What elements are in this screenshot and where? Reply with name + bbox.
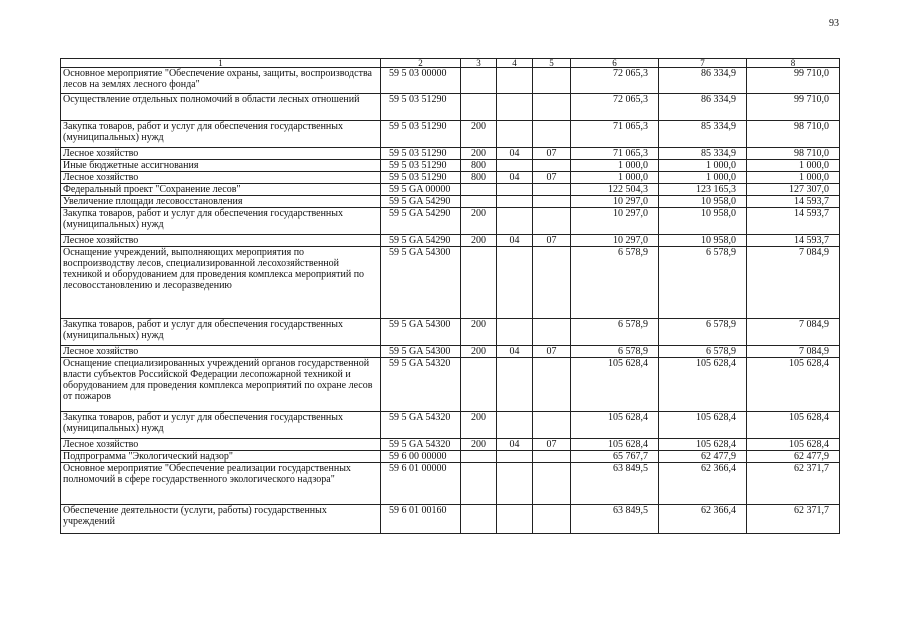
row-subsection-cell [533, 358, 571, 412]
row-name-cell: Осуществление отдельных полномочий в области лесных отношений [61, 94, 381, 121]
row-value-7-cell: 1 000,0 [659, 160, 747, 172]
table-row [61, 463, 840, 505]
row-name-cell: Увеличение площади лесовосстановления [61, 196, 381, 208]
row-value-6-cell: 63 849,5 [571, 463, 659, 505]
row-expense-type-cell: 200 [461, 235, 497, 247]
row-code-cell: 59 5 03 51290 [381, 94, 461, 121]
column-header: 8 [747, 59, 840, 68]
table-row [61, 247, 840, 319]
row-value-6-cell: 65 767,7 [571, 451, 659, 463]
row-value-7-cell: 1 000,0 [659, 172, 747, 184]
row-subsection-cell [533, 412, 571, 439]
row-subsection-cell: 07 [533, 439, 571, 451]
column-header: 7 [659, 59, 747, 68]
row-expense-type-cell: 200 [461, 148, 497, 160]
row-value-6-cell: 10 297,0 [571, 196, 659, 208]
row-code-cell: 59 5 GA 54300 [381, 247, 461, 319]
row-name-cell: Закупка товаров, работ и услуг для обеспечения государственных (муниципальных) нужд [61, 412, 381, 439]
row-value-6-cell: 72 065,3 [571, 68, 659, 94]
row-value-8-cell: 7 084,9 [747, 346, 840, 358]
row-value-8-cell: 105 628,4 [747, 439, 840, 451]
row-expense-type-cell [461, 94, 497, 121]
row-expense-type-cell: 200 [461, 208, 497, 235]
row-expense-type-cell [461, 184, 497, 196]
row-name-cell: Оснащение специализированных учреждений органов государственной власти субъектов Российской Федерации лесопожарной техникой и оборудованием для проведения комплекса мероприятий по охране лесов от пожаров [61, 358, 381, 412]
row-code-cell: 59 6 00 00000 [381, 451, 461, 463]
row-expense-type-cell [461, 451, 497, 463]
row-subsection-cell [533, 505, 571, 534]
row-name-cell: Закупка товаров, работ и услуг для обеспечения государственных (муниципальных) нужд [61, 319, 381, 346]
row-subsection-cell [533, 121, 571, 148]
table-row [61, 358, 840, 412]
row-expense-type-cell: 800 [461, 160, 497, 172]
row-name-cell: Основное мероприятие "Обеспечение реализации государственных полномочий в сфере государственного экологического надзора" [61, 463, 381, 505]
row-subsection-cell: 07 [533, 235, 571, 247]
row-section-cell [497, 319, 533, 346]
row-code-cell: 59 5 GA 54320 [381, 358, 461, 412]
row-value-6-cell: 71 065,3 [571, 148, 659, 160]
table-header-row [61, 59, 840, 68]
row-value-6-cell: 6 578,9 [571, 319, 659, 346]
row-name-cell: Лесное хозяйство [61, 439, 381, 451]
row-name-cell: Иные бюджетные ассигнования [61, 160, 381, 172]
table-row [61, 412, 840, 439]
row-value-8-cell: 62 371,7 [747, 505, 840, 534]
row-section-cell [497, 160, 533, 172]
row-section-cell [497, 412, 533, 439]
row-subsection-cell [533, 247, 571, 319]
column-header: 3 [461, 59, 497, 68]
row-value-6-cell: 105 628,4 [571, 412, 659, 439]
row-code-cell: 59 5 03 51290 [381, 121, 461, 148]
row-value-8-cell: 127 307,0 [747, 184, 840, 196]
row-value-8-cell: 14 593,7 [747, 235, 840, 247]
row-expense-type-cell: 200 [461, 412, 497, 439]
row-value-6-cell: 63 849,5 [571, 505, 659, 534]
row-code-cell: 59 5 GA 00000 [381, 184, 461, 196]
row-value-7-cell: 10 958,0 [659, 235, 747, 247]
row-value-7-cell: 105 628,4 [659, 439, 747, 451]
row-name-cell: Лесное хозяйство [61, 172, 381, 184]
row-value-6-cell: 105 628,4 [571, 439, 659, 451]
row-section-cell [497, 463, 533, 505]
row-name-cell: Закупка товаров, работ и услуг для обеспечения государственных (муниципальных) нужд [61, 121, 381, 148]
row-section-cell [497, 247, 533, 319]
row-name-cell: Лесное хозяйство [61, 148, 381, 160]
column-header: 6 [571, 59, 659, 68]
row-expense-type-cell [461, 196, 497, 208]
row-section-cell: 04 [497, 235, 533, 247]
table-row [61, 196, 840, 208]
row-subsection-cell: 07 [533, 346, 571, 358]
row-section-cell [497, 451, 533, 463]
row-value-7-cell: 62 366,4 [659, 463, 747, 505]
row-section-cell [497, 208, 533, 235]
row-value-7-cell: 6 578,9 [659, 319, 747, 346]
row-code-cell: 59 6 01 00160 [381, 505, 461, 534]
row-name-cell: Лесное хозяйство [61, 235, 381, 247]
row-name-cell: Оснащение учреждений, выполняющих мероприятия по воспроизводству лесов, специализированной лесохозяйственной техникой и оборудованием для проведения комплекса мероприятий по лесовосстановлению и лесоразведению [61, 247, 381, 319]
row-code-cell: 59 5 03 00000 [381, 68, 461, 94]
row-subsection-cell: 07 [533, 172, 571, 184]
row-value-8-cell: 98 710,0 [747, 121, 840, 148]
row-value-7-cell: 123 165,3 [659, 184, 747, 196]
row-section-cell: 04 [497, 439, 533, 451]
row-value-6-cell: 72 065,3 [571, 94, 659, 121]
page-number: 93 [829, 18, 839, 29]
row-section-cell [497, 196, 533, 208]
row-value-6-cell: 105 628,4 [571, 358, 659, 412]
row-expense-type-cell [461, 247, 497, 319]
table-row [61, 208, 840, 235]
row-subsection-cell [533, 463, 571, 505]
row-value-8-cell: 1 000,0 [747, 172, 840, 184]
table-row [61, 160, 840, 172]
row-value-8-cell: 1 000,0 [747, 160, 840, 172]
row-section-cell: 04 [497, 172, 533, 184]
table-row [61, 94, 840, 121]
row-code-cell: 59 5 GA 54320 [381, 439, 461, 451]
row-value-7-cell: 6 578,9 [659, 247, 747, 319]
row-value-8-cell: 105 628,4 [747, 412, 840, 439]
table-row [61, 346, 840, 358]
row-value-7-cell: 86 334,9 [659, 68, 747, 94]
row-subsection-cell [533, 319, 571, 346]
row-section-cell [497, 68, 533, 94]
row-code-cell: 59 5 GA 54290 [381, 196, 461, 208]
row-section-cell [497, 94, 533, 121]
row-value-7-cell: 105 628,4 [659, 412, 747, 439]
row-subsection-cell [533, 451, 571, 463]
row-subsection-cell [533, 184, 571, 196]
table-row [61, 68, 840, 94]
row-subsection-cell: 07 [533, 148, 571, 160]
row-value-7-cell: 86 334,9 [659, 94, 747, 121]
row-value-6-cell: 10 297,0 [571, 235, 659, 247]
row-value-6-cell: 1 000,0 [571, 160, 659, 172]
table-row [61, 148, 840, 160]
row-value-8-cell: 7 084,9 [747, 319, 840, 346]
row-name-cell: Обеспечение деятельности (услуги, работы) государственных учреждений [61, 505, 381, 534]
row-name-cell: Лесное хозяйство [61, 346, 381, 358]
budget-table [60, 58, 840, 534]
row-value-8-cell: 99 710,0 [747, 94, 840, 121]
table-row [61, 235, 840, 247]
row-section-cell: 04 [497, 346, 533, 358]
row-code-cell: 59 5 GA 54290 [381, 235, 461, 247]
row-code-cell: 59 5 03 51290 [381, 160, 461, 172]
row-code-cell: 59 5 GA 54290 [381, 208, 461, 235]
row-section-cell [497, 358, 533, 412]
row-code-cell: 59 5 GA 54300 [381, 346, 461, 358]
row-value-8-cell: 62 371,7 [747, 463, 840, 505]
row-expense-type-cell: 200 [461, 319, 497, 346]
row-section-cell [497, 121, 533, 148]
row-section-cell [497, 505, 533, 534]
row-name-cell: Основное мероприятие "Обеспечение охраны, защиты, воспроизводства лесов на землях лесного фонда" [61, 68, 381, 94]
row-expense-type-cell: 200 [461, 346, 497, 358]
row-code-cell: 59 6 01 00000 [381, 463, 461, 505]
row-section-cell: 04 [497, 148, 533, 160]
row-expense-type-cell: 200 [461, 439, 497, 451]
row-value-6-cell: 6 578,9 [571, 346, 659, 358]
row-subsection-cell [533, 160, 571, 172]
column-header: 1 [61, 59, 381, 68]
row-value-8-cell: 7 084,9 [747, 247, 840, 319]
column-header: 2 [381, 59, 461, 68]
row-value-6-cell: 122 504,3 [571, 184, 659, 196]
row-name-cell: Закупка товаров, работ и услуг для обеспечения государственных (муниципальных) нужд [61, 208, 381, 235]
column-header: 4 [497, 59, 533, 68]
row-code-cell: 59 5 GA 54300 [381, 319, 461, 346]
row-value-8-cell: 99 710,0 [747, 68, 840, 94]
row-value-8-cell: 14 593,7 [747, 196, 840, 208]
row-subsection-cell [533, 208, 571, 235]
table-row [61, 451, 840, 463]
row-value-7-cell: 62 477,9 [659, 451, 747, 463]
row-expense-type-cell [461, 68, 497, 94]
table-row [61, 439, 840, 451]
row-value-7-cell: 85 334,9 [659, 121, 747, 148]
row-subsection-cell [533, 196, 571, 208]
row-code-cell: 59 5 GA 54320 [381, 412, 461, 439]
row-value-6-cell: 1 000,0 [571, 172, 659, 184]
row-value-7-cell: 85 334,9 [659, 148, 747, 160]
row-expense-type-cell [461, 505, 497, 534]
row-value-8-cell: 14 593,7 [747, 208, 840, 235]
row-expense-type-cell [461, 463, 497, 505]
row-value-7-cell: 105 628,4 [659, 358, 747, 412]
table-row [61, 121, 840, 148]
row-code-cell: 59 5 03 51290 [381, 148, 461, 160]
row-section-cell [497, 184, 533, 196]
row-value-6-cell: 10 297,0 [571, 208, 659, 235]
row-value-8-cell: 98 710,0 [747, 148, 840, 160]
row-value-8-cell: 62 477,9 [747, 451, 840, 463]
row-expense-type-cell: 800 [461, 172, 497, 184]
row-name-cell: Федеральный проект "Сохранение лесов" [61, 184, 381, 196]
table-row [61, 505, 840, 534]
column-header: 5 [533, 59, 571, 68]
table-row [61, 172, 840, 184]
row-expense-type-cell [461, 358, 497, 412]
row-code-cell: 59 5 03 51290 [381, 172, 461, 184]
row-subsection-cell [533, 94, 571, 121]
row-expense-type-cell: 200 [461, 121, 497, 148]
row-value-7-cell: 10 958,0 [659, 196, 747, 208]
table-row [61, 184, 840, 196]
row-value-6-cell: 71 065,3 [571, 121, 659, 148]
row-value-8-cell: 105 628,4 [747, 358, 840, 412]
table-row [61, 319, 840, 346]
row-value-7-cell: 62 366,4 [659, 505, 747, 534]
row-value-7-cell: 6 578,9 [659, 346, 747, 358]
row-subsection-cell [533, 68, 571, 94]
row-value-6-cell: 6 578,9 [571, 247, 659, 319]
row-name-cell: Подпрограмма "Экологический надзор" [61, 451, 381, 463]
row-value-7-cell: 10 958,0 [659, 208, 747, 235]
